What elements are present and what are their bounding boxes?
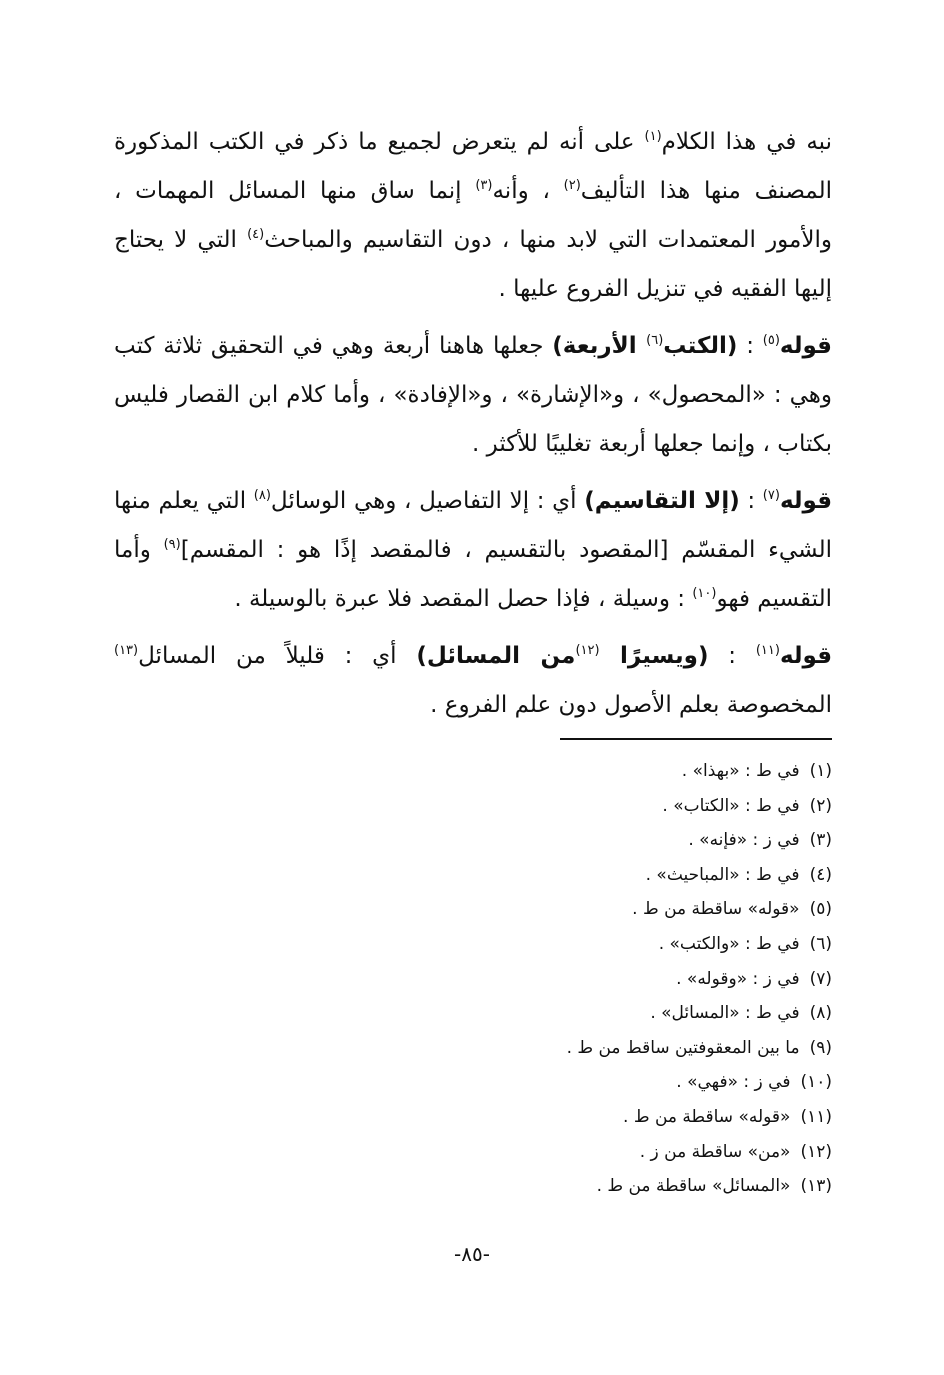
text-run: أي : قليلاً من المسائل — [138, 643, 417, 669]
body-paragraph — [114, 118, 832, 314]
bold-phrase: قوله — [779, 333, 832, 359]
text-run: جعلها هاهنا أربعة وهي في التحقيق ثلاثة كتب وهي : «المحصول» ، و«الإشارة» ، و«الإفادة» ، وأما كلام ابن القصار فليس بكتاب ، وإنما جعلها أربعة تغليبًا للأكثر . — [114, 333, 832, 457]
footnote-separator — [560, 738, 832, 740]
footnote-reference: (٨) — [253, 488, 271, 503]
footnote-text: في ز : «فهي» . — [676, 1072, 791, 1093]
footnote-text: في ز : «وقوله» . — [676, 968, 800, 989]
footnote-number: (١٢) — [800, 1141, 832, 1162]
main-text — [114, 118, 832, 730]
text-run: على أنه لم يتعرض لجميع ما ذكر في الكتب المذكورة المصنف منها هذا التأليف — [114, 129, 832, 204]
page-body — [114, 118, 832, 1204]
footnote-text: «المسائل» ساقطة من ط . — [596, 1176, 791, 1197]
footnote-number: (٨) — [809, 1003, 832, 1024]
footnote-text: «قوله» ساقطة من ط . — [632, 899, 800, 920]
bold-phrase: (إلا التقاسيم) — [584, 488, 740, 514]
bold-phrase: (الكتب — [663, 333, 738, 359]
body-paragraph — [114, 322, 832, 469]
footnote-item — [114, 754, 832, 789]
footnote-reference: (١٣) — [114, 643, 139, 658]
footnote-number: (١٠) — [800, 1072, 832, 1093]
text-run: أي : إلا التفاصيل ، وهي الوسائل — [270, 488, 585, 514]
footnote-number: (٥) — [809, 899, 832, 920]
text-run: التي يعلم منها الشيء المقسّم [المقصود بالتقسيم ، فالمقصد إذًا هو : المقسم] — [114, 488, 833, 563]
body-paragraph — [114, 632, 832, 730]
footnote-item — [114, 892, 832, 927]
text-run: التي لا يحتاج إليها الفقيه في تنزيل الفروع عليها . — [114, 227, 832, 302]
text-run: : — [737, 333, 763, 359]
text-run: : وسيلة ، فإذا حصل المقصد فلا عبرة بالوسيلة . — [234, 586, 693, 612]
footnote-item — [114, 1169, 832, 1204]
footnote-text: في ط : «المسائل» . — [650, 1003, 800, 1024]
footnote-reference: (٦) — [646, 333, 664, 348]
footnote-text: في ط : «والكتب» . — [658, 933, 800, 954]
footnote-number: (٧) — [809, 968, 832, 989]
bold-phrase: الأربعة) — [552, 333, 647, 359]
footnote-reference: (٤) — [247, 227, 265, 242]
bold-phrase: قوله — [779, 643, 833, 669]
bold-phrase: (ويسيرًا — [599, 643, 709, 669]
footnote-number: (٩) — [809, 1037, 832, 1058]
footnote-text: «قوله» ساقطة من ط . — [623, 1106, 791, 1127]
footnote-number: (١٣) — [800, 1176, 832, 1197]
footnote-item — [114, 823, 832, 858]
footnote-number: (١١) — [800, 1106, 832, 1127]
footnote-text: في ط : «بهذا» . — [681, 761, 800, 781]
text-run: : — [739, 488, 763, 514]
footnote-number: (٣) — [809, 830, 832, 851]
text-run: نبه في هذا الكلام — [661, 129, 832, 155]
footnote-reference: (٢) — [563, 178, 581, 193]
text-run: إنما ساق منها المسائل المهمات ، والأمور المعتمدات التي لابد منها ، دون التقاسيم والمباحث — [114, 178, 832, 253]
footnote-item — [114, 996, 832, 1031]
text-run: المخصوصة بعلم الأصول دون علم الفروع . — [430, 692, 832, 718]
text-run: : — [708, 643, 756, 669]
footnote-reference: (٩) — [163, 537, 181, 552]
footnote-text: في ط : «الكتاب» . — [662, 795, 800, 816]
footnote-text: في ط : «المباحيث» . — [645, 864, 800, 885]
footnote-item — [114, 1135, 832, 1170]
footnote-item — [114, 1065, 832, 1100]
footnote-reference: (٧) — [762, 488, 780, 503]
footnote-item — [114, 1100, 832, 1135]
bold-phrase: من المسائل) — [416, 643, 576, 669]
page-number: -٨٥- — [454, 1242, 490, 1266]
footnote-item — [114, 962, 832, 997]
footnote-text: «من» ساقطة من ز . — [639, 1141, 791, 1162]
footnote-reference: (١٠) — [692, 586, 717, 601]
footnote-reference: (١٢) — [575, 643, 600, 658]
footnote-reference: (١١) — [755, 643, 780, 658]
bold-phrase: قوله — [779, 488, 833, 514]
text-run: ، وأنه — [492, 178, 564, 204]
footnote-item — [114, 927, 832, 962]
footnote-reference: (٣) — [475, 178, 493, 193]
footnote-text: ما بين المعقوفتين ساقط من ط . — [566, 1037, 800, 1058]
footnote-item — [114, 1031, 832, 1066]
footnote-item — [114, 789, 832, 824]
footnote-item — [114, 858, 832, 893]
footnote-reference: (١) — [644, 129, 662, 144]
footnotes-list — [114, 754, 832, 1204]
footnote-text: في ز : «فإنه» . — [688, 830, 800, 851]
footnote-number: (٦) — [809, 933, 832, 954]
footnote-reference: (٥) — [762, 333, 780, 348]
footnote-number: (٢) — [809, 795, 832, 816]
text-run: وأما التقسيم فهو — [114, 537, 832, 612]
body-paragraph — [114, 477, 832, 624]
footnote-number: (١) — [809, 761, 832, 781]
footnote-number: (٤) — [809, 864, 832, 885]
